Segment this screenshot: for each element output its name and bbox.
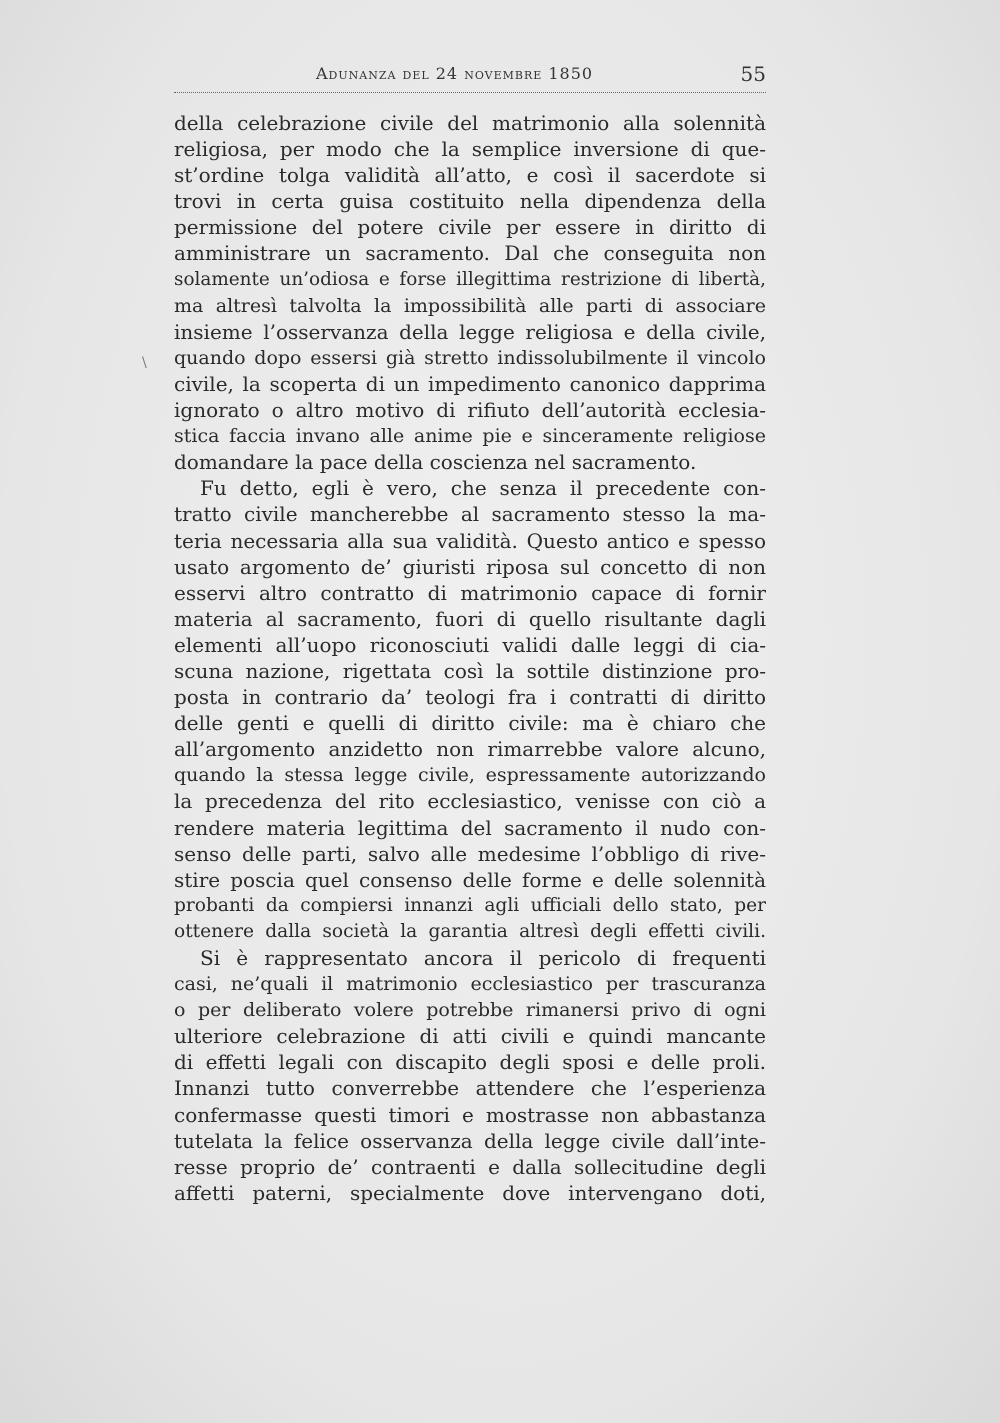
text-line: scuna nazione, rigettata così la sottile distinzione pro- — [174, 658, 766, 683]
text-line: confermasse questi timori e mostrasse non abbastanza — [174, 1102, 766, 1127]
text-line: rendere materia legittima del sacramento il nudo con- — [174, 815, 766, 840]
text-line: tutelata la felice osservanza della legge civile dall’inte- — [174, 1128, 766, 1153]
text-line: o per deliberato volere potrebbe rimanersi privo di ogni — [174, 999, 766, 1022]
text-line: elementi all’uopo riconosciuti validi dalle leggi di cia- — [174, 632, 766, 657]
text-line: stica faccia invano alle anime pie e sinceramente religiose — [174, 425, 766, 448]
text-line: tratto civile mancherebbe al sacramento stesso la ma- — [174, 502, 766, 527]
text-line: civile, la scoperta di un impedimento canonico dapprima — [174, 371, 766, 396]
text-line: della celebrazione civile del matrimonio alla solennità — [174, 111, 766, 135]
text-line: usato argomento de’ giuristi riposa sul concetto di non — [174, 554, 766, 579]
text-line: insieme l’osservanza della legge religiosa e della civile, — [174, 319, 766, 344]
text-line: Si è rappresentato ancora il pericolo di frequenti — [200, 946, 766, 970]
text-line: esservi altro contratto di matrimonio capace di fornir — [174, 580, 766, 605]
text-line: resse proprio de’ contraenti e dalla sollecitudine degli — [174, 1154, 766, 1179]
text-line: ottenere dalla società la garantia altresì degli effetti civili. — [174, 920, 766, 942]
text-line: ma altresì talvolta la impossibilità alle parti di associare — [174, 294, 766, 317]
text-line: Fu detto, egli è vero, che senza il precedente con- — [200, 476, 766, 501]
text-line: ignorato o altro motivo di rifiuto dell’autorità ecclesia- — [174, 398, 766, 423]
text-line: st’ordine tolga validità all’atto, e così il sacerdote si — [174, 163, 766, 188]
text-line: amministrare un sacramento. Dal che conseguita non — [174, 241, 766, 266]
running-head: Adunanza del 24 novembre 1850 — [316, 64, 594, 83]
text-line: religiosa, per modo che la semplice inversione di que- — [174, 137, 766, 162]
text-line: ulteriore celebrazione di atti civili e quindi mancante — [174, 1024, 766, 1049]
text-line: senso delle parti, salvo alle medesime l’obbligo di rive- — [174, 841, 766, 866]
text-line: teria necessaria alla sua validità. Questo antico e spesso — [174, 528, 766, 553]
text-line: posta in contrario da’ teologi fra i contratti di diritto — [174, 685, 766, 710]
text-line: la precedenza del rito ecclesiastico, venisse con ciò a — [174, 789, 766, 814]
text-line: probanti da compiersi innanzi agli ufficiali dello stato, per — [174, 894, 766, 916]
text-line: stire poscia quel consenso delle forme e delle solennità — [174, 867, 766, 892]
margin-mark: \ — [142, 355, 147, 371]
text-line: Innanzi tutto converrebbe attendere che l’esperienza — [174, 1076, 766, 1101]
text-line: casi, ne’quali il matrimonio ecclesiastico per trascuranza — [174, 973, 766, 996]
text-line: affetti paterni, specialmente dove intervengano doti, — [174, 1180, 766, 1205]
text-line: all’argomento anzidetto non rimarrebbe valore alcuno, — [174, 737, 766, 762]
header-rule — [174, 92, 766, 93]
text-line: trovi in certa guisa costituito nella dipendenza della — [174, 189, 766, 214]
page-number: 55 — [740, 62, 766, 86]
text-line: domandare la pace della coscienza nel sacramento. — [174, 450, 697, 475]
text-line: solamente un’odiosa e forse illegittima restrizione di libertà, — [174, 268, 766, 290]
text-line: quando dopo essersi già stretto indissolubilmente il vincolo — [174, 346, 766, 369]
text-line: quando la stessa legge civile, espressamente autorizzando — [174, 764, 766, 787]
text-line: di effetti legali con discapito degli sposi e delle proli. — [174, 1050, 766, 1075]
text-line: delle genti e quelli di diritto civile: ma è chiaro che — [174, 711, 766, 736]
text-line: materia al sacramento, fuori di quello risultante dagli — [174, 606, 766, 631]
body-text — [174, 110, 766, 1206]
page-header — [174, 62, 766, 92]
text-line: permissione del potere civile per essere in diritto di — [174, 215, 766, 240]
